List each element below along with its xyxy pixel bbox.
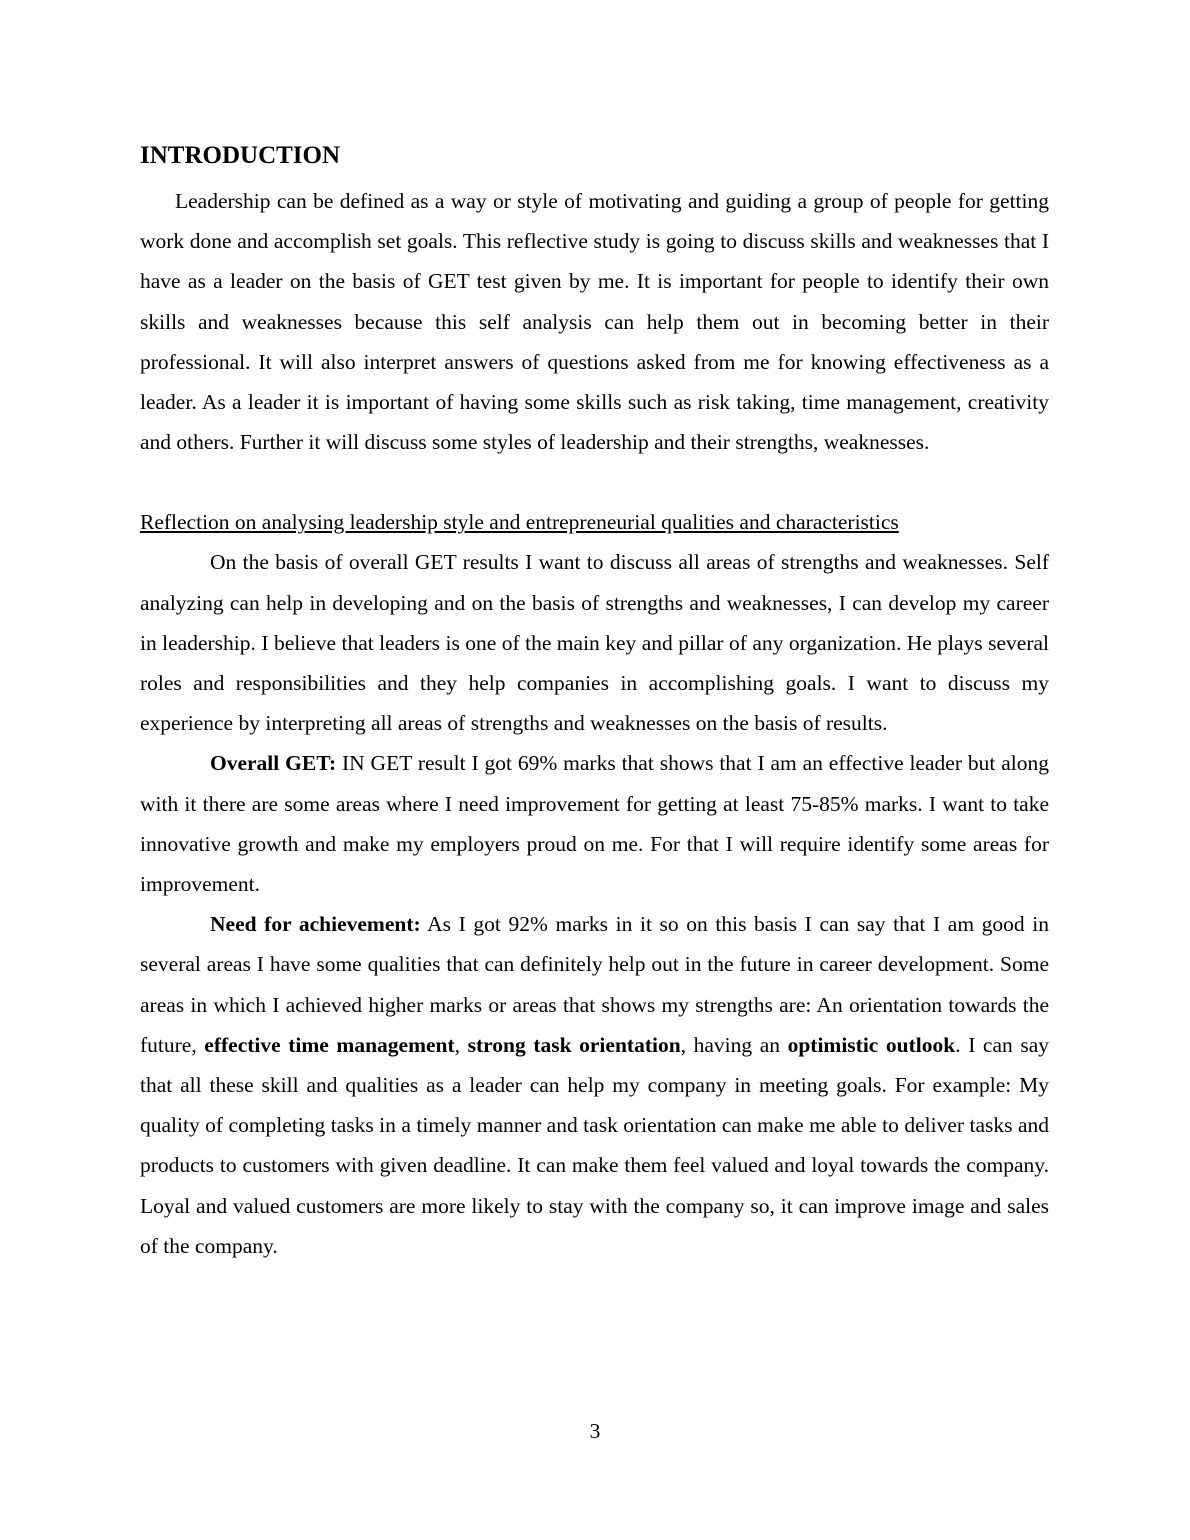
strength-optimistic-outlook: optimistic outlook: [787, 1032, 956, 1057]
overall-get-text: IN GET result I got 69% marks that shows that I am an effective leader but along with it there are some areas where I need improvement for getting at least 75-85% marks. I want to take innovative growth and make my employers proud on me. For that I will require identify some areas for improvement.: [140, 751, 1049, 897]
strength-task-orientation: strong task orientation: [467, 1032, 681, 1057]
introduction-heading: INTRODUCTION: [140, 142, 341, 169]
achievement-separator: ,: [454, 1032, 468, 1057]
achievement-label: Need for achievement:: [210, 912, 421, 937]
overall-get-label: Overall GET:: [210, 751, 337, 776]
reflection-paragraph: On the basis of overall GET results I want to discuss all areas of strengths and weaknesses. Self analyzing can help in developing and on the basis of strengths and weaknesses, I can develop my career in leadership. I believe that leaders is one of the main key and pillar of any organization. He plays several roles and responsibilities and they help companies in accomplishing goals. I want to discuss my experience by interpreting all areas of strengths and weaknesses on the basis of results.: [140, 550, 1049, 736]
strength-time-management: effective time management: [204, 1032, 455, 1057]
overall-get-paragraph: [140, 743, 1049, 904]
achievement-text-3: . I can say that all these skill and qualities as a leader can help my company in meeting goals. For example: My quality of completing tasks in a timely manner and task orientation can make me able to deliver tasks and products to customers with given deadline. It can make them feel valued and loyal towards the company. Loyal and valued customers are more likely to stay with the company so, it can improve image and sales of the company.: [140, 1032, 1049, 1258]
page-number: 3: [589, 1419, 601, 1443]
page-body: [140, 139, 1049, 1266]
achievement-paragraph: [140, 904, 1049, 1266]
intro-paragraph: Leadership can be defined as a way or style of motivating and guiding a group of people for getting work done and accomplish set goals. This reflective study is going to discuss skills and weaknesses that I have as a leader on the basis of GET test given by me. It is important for people to identify their own skills and weaknesses because this self analysis can help them out in becoming better in their professional. It will also interpret answers of questions asked from me for knowing effectiveness as a leader. As a leader it is important of having some skills such as risk taking, time management, creativity and others. Further it will discuss some styles of leadership and their strengths, weaknesses.: [140, 189, 1049, 455]
achievement-text-1: As I got 92% marks in it so on this basis I can say that I am good in several areas I have some qualities that can definitely help out in the future in career development. Some areas in which I achieved higher marks or areas that shows my strengths are: An orientation towards the future,: [140, 912, 1050, 1057]
reflection-section-title: Reflection on analysing leadership style and entrepreneurial qualities and characteristics: [140, 510, 899, 535]
achievement-text-2: , having an: [680, 1032, 788, 1057]
